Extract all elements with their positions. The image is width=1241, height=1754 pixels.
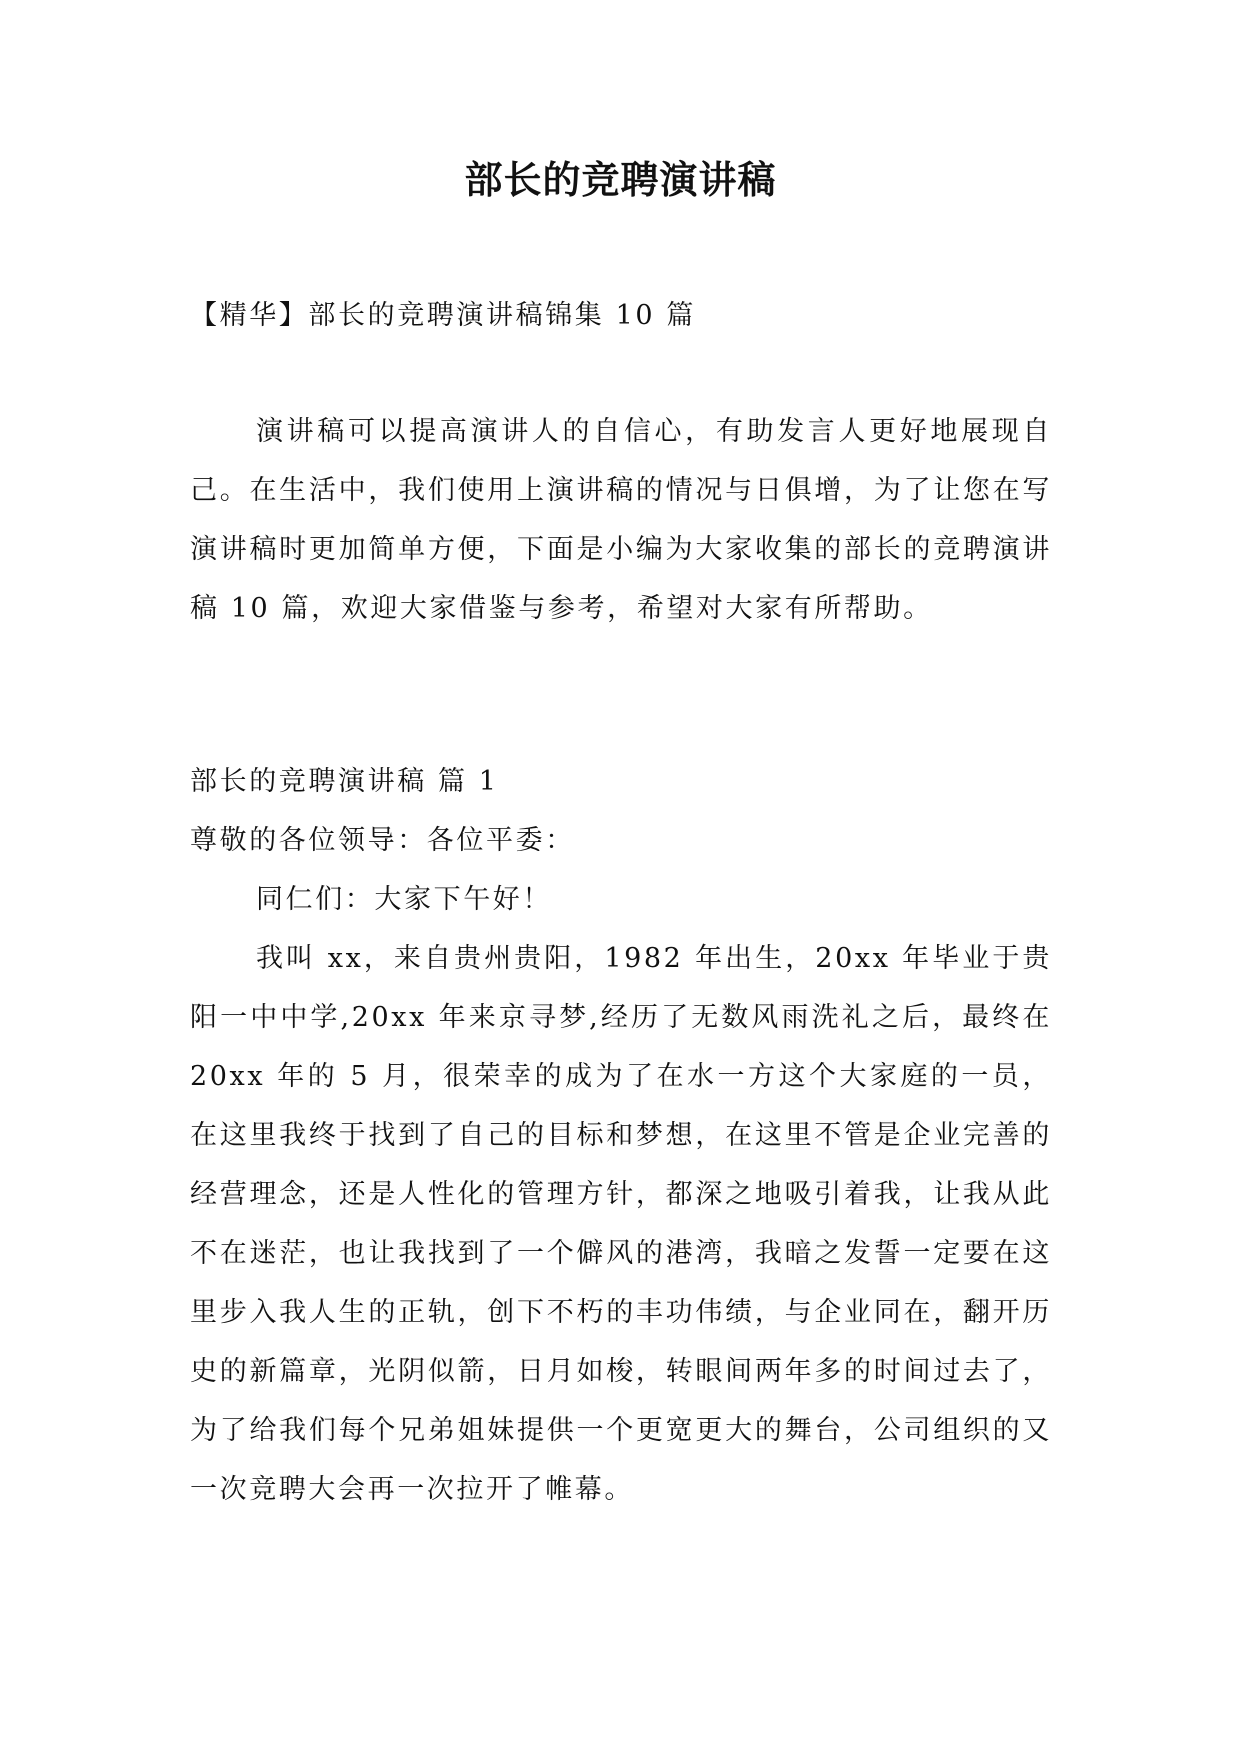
document-title: 部长的竞聘演讲稿: [464, 158, 777, 202]
body-paragraph: 我叫 xx，来自贵州贵阳，1982 年出生，20xx 年毕业于贵阳一中中学,20xx 年来京寻梦,经历了无数风雨洗礼之后，最终在 20xx 年的 5 月，很荣幸的成为了在水一方这个大家庭的一员，在这里我终于找到了自己的目标和梦想，在这里不管是企业完善的经营理念，还是人性化的管理方针，都深之地吸引着我，让我从此不在迷茫，也让我找到了一个僻风的港湾，我暗之发誓一定要在这里步入我人生的正轨，创下不朽的丰功伟绩，与企业同在，翻开历史的新篇章，光阴似箭，日月如梭，转眼间两年多的时间过去了，为了给我们每个兄弟姐妹提供一个更宽更大的舞台，公司组织的又一次竞聘大会再一次拉开了帷幕。: [190, 943, 1052, 1505]
section-1: [190, 752, 1052, 1519]
intro-paragraph: 演讲稿可以提高演讲人的自信心，有助发言人更好地展现自己。在生活中，我们使用上演讲稿的情况与日俱增，为了让您在写演讲稿时更加简单方便，下面是小编为大家收集的部长的竞聘演讲稿 10 篇，欢迎大家借鉴与参考，希望对大家有所帮助。: [190, 416, 1052, 624]
document-subtitle: 【精华】部长的竞聘演讲稿锦集 10 篇: [190, 300, 696, 331]
greeting: 同仁们：大家下午好！: [256, 884, 552, 915]
section-heading: 部长的竞聘演讲稿 篇 1: [190, 766, 499, 797]
salutation: 尊敬的各位领导：各位平委：: [190, 825, 575, 856]
